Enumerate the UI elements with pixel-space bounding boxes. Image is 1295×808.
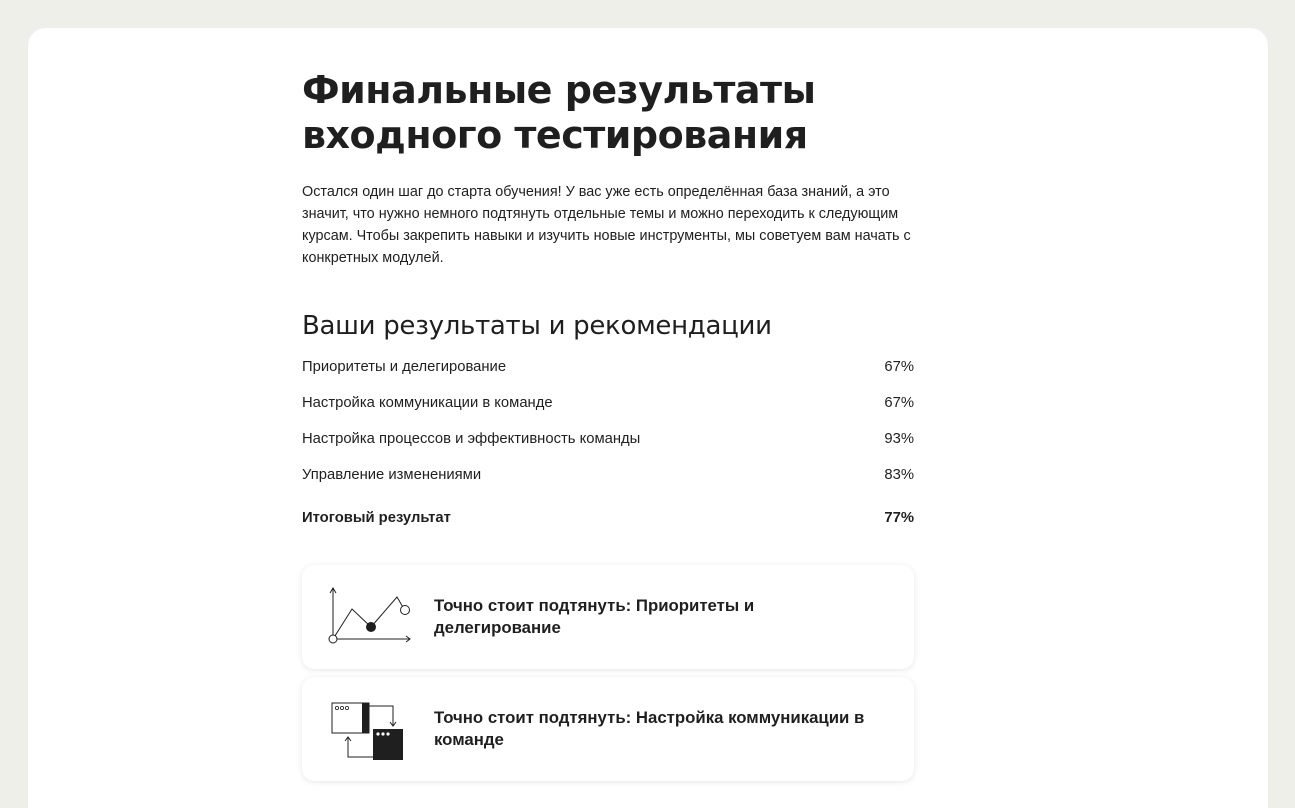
results-heading: Ваши результаты и рекомендации: [302, 311, 772, 341]
result-value: 93%: [884, 431, 914, 447]
result-label: Приоритеты и делегирование: [302, 359, 507, 375]
total-label: Итоговый результат: [302, 510, 451, 526]
result-label: Настройка коммуникации в команде: [302, 395, 553, 411]
intro-text: Остался один шаг до старта обучения! У вас уже есть определённая база знаний, а это значит, что нужно немного подтянуть отдельные темы и можно переходить к следующим курсам. Чтобы закрепить навыки и изучить новые инструменты, мы советуем вам начать с конкретных модулей.: [302, 184, 911, 266]
result-label: Управление изменениями: [302, 467, 482, 483]
result-value: 67%: [884, 359, 914, 375]
recommendation-text: Точно стоит подтянуть: Приоритеты и делегирование: [434, 596, 755, 637]
page-title: Финальные результаты входного тестирования: [302, 68, 816, 157]
result-row: [302, 421, 914, 457]
result-value: 67%: [884, 395, 914, 411]
results-list: [302, 349, 914, 536]
result-label: Настройка процессов и эффективность команды: [302, 431, 641, 447]
total-result-row: [302, 500, 914, 536]
result-row: [302, 457, 914, 493]
results-page: [28, 28, 1268, 808]
recommendation-text: Точно стоит подтянуть: Настройка коммуникации в команде: [434, 708, 865, 749]
total-value: 77%: [884, 510, 914, 526]
recommendation-card[interactable]: [302, 565, 914, 669]
recommendation-card[interactable]: [302, 677, 914, 781]
window-exchange-icon: [324, 695, 412, 763]
result-row: [302, 349, 914, 385]
main-content: [302, 68, 914, 789]
chart-line-icon: [324, 583, 412, 651]
result-row: [302, 385, 914, 421]
result-value: 83%: [884, 467, 914, 483]
recommendation-cards: [302, 565, 914, 781]
